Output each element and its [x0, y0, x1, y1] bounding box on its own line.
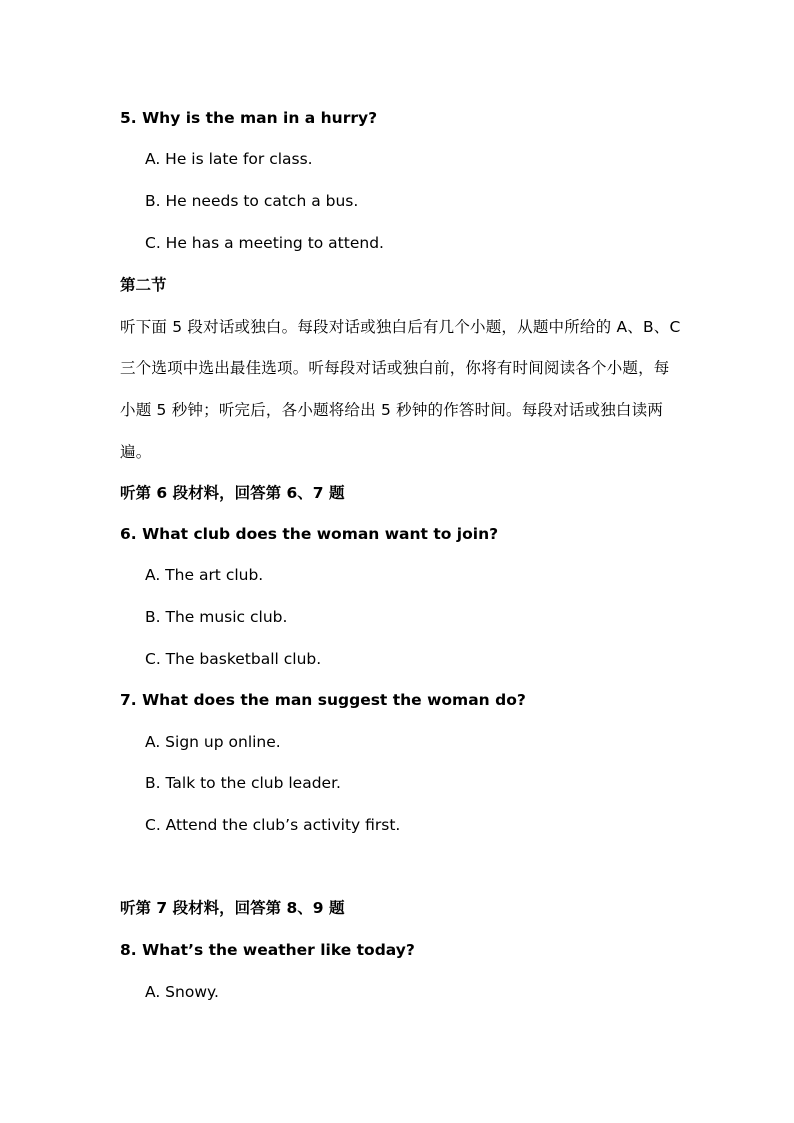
q6-option-b: B. The music club.	[145, 608, 288, 626]
q6-option-c: C. The basketball club.	[145, 650, 322, 668]
q5-option-b: B. He needs to catch a bus.	[145, 192, 359, 210]
q7-option-a: A. Sign up online.	[145, 733, 281, 751]
question-8: 8. What’s the weather like today?	[120, 941, 415, 959]
q7-option-b: B. Talk to the club leader.	[145, 774, 341, 792]
instructions-line-3: 小题 5 秒钟；听完后，各小题将给出 5 秒钟的作答时间。每段对话或独白读两	[120, 401, 664, 419]
q8-option-a: A. Snowy.	[145, 983, 219, 1001]
question-7: 7. What does the man suggest the woman do?	[120, 691, 526, 709]
group-6-heading: 听第 6 段材料，回答第 6、7 题	[120, 484, 345, 502]
instructions-line-2: 三个选项中选出最佳选项。听每段对话或独白前，你将有时间阅读各个小题，每	[120, 359, 670, 377]
q7-option-c: C. Attend the club’s activity first.	[145, 816, 401, 834]
instructions-line-4: 遍。	[120, 443, 152, 461]
instructions-line-1: 听下面 5 段对话或独白。每段对话或独白后有几个小题，从题中所给的 A、B、C	[120, 318, 681, 336]
q5-option-a: A. He is late for class.	[145, 150, 313, 168]
group-7-heading: 听第 7 段材料，回答第 8、9 题	[120, 899, 345, 917]
q6-option-a: A. The art club.	[145, 566, 264, 584]
question-5: 5. Why is the man in a hurry?	[120, 109, 378, 127]
question-6: 6. What club does the woman want to join?	[120, 525, 499, 543]
section-2-title: 第二节	[120, 276, 167, 294]
q5-option-c: C. He has a meeting to attend.	[145, 234, 384, 252]
